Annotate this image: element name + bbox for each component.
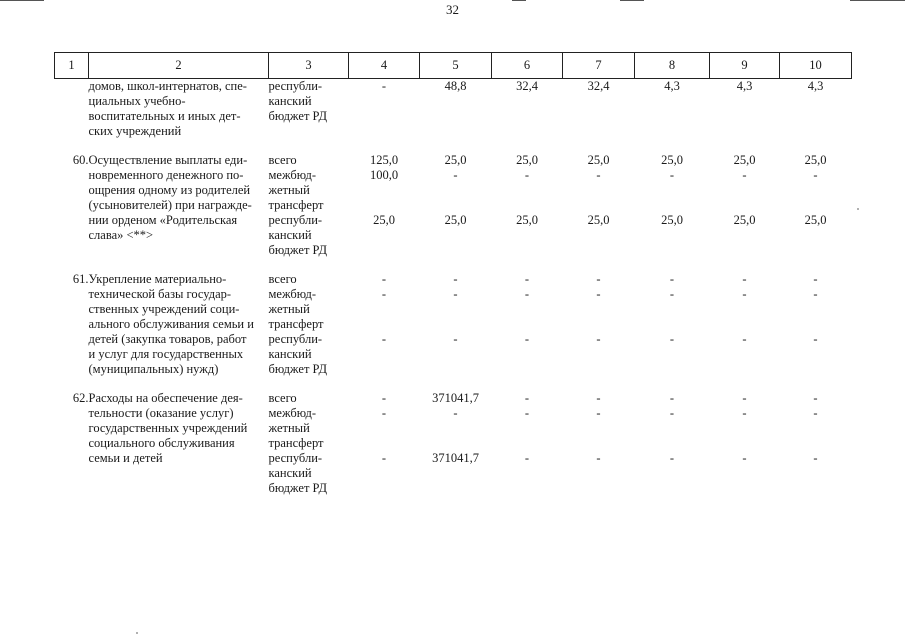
spacer-row — [55, 139, 852, 153]
scan-artifact — [850, 0, 905, 1]
value-cell: - — [742, 168, 747, 182]
value-cell: - — [742, 332, 747, 346]
value-cell: - — [596, 287, 601, 301]
value-cell: - — [381, 79, 387, 93]
value-cell: - — [596, 332, 601, 346]
value-cell: 32,4 — [516, 79, 538, 93]
row-description: Осуществление выплаты еди- новременного денежного по- ощрения одному из родителей (усыновителей) при награжде- нии орденом «Родительская слава» <**> — [88, 153, 252, 242]
table-row — [55, 272, 852, 287]
value-cell: 32,4 — [587, 79, 610, 93]
value-cell: 25,0 — [733, 153, 756, 167]
value-cell: - — [669, 391, 675, 405]
value-cell: - — [524, 287, 530, 301]
funding-source: республи- канский бюджет РД — [268, 213, 328, 257]
value-cell: - — [381, 272, 387, 286]
spacer-cell — [55, 258, 852, 272]
value-cell: - — [742, 287, 747, 301]
value-cell: 125,0 — [369, 153, 399, 167]
value-cell: 25,0 — [587, 153, 610, 167]
value-cell: - — [453, 287, 458, 301]
row-number — [55, 79, 89, 140]
value-cell: - — [524, 272, 530, 286]
table-row — [55, 153, 852, 168]
scan-artifact — [857, 208, 859, 210]
value-cell: - — [742, 272, 747, 286]
value-cell: - — [742, 451, 747, 465]
value-cell: 4,3 — [664, 79, 680, 93]
value-cell: 25,0 — [733, 213, 756, 227]
value-cell: - — [669, 272, 675, 286]
value-cell: - — [669, 451, 675, 465]
funding-source: всего — [268, 153, 297, 167]
value-cell: - — [813, 272, 818, 286]
value-cell: - — [742, 391, 747, 405]
value-cell: - — [813, 391, 818, 405]
value-cell: - — [524, 168, 530, 182]
value-cell: - — [453, 168, 458, 182]
value-cell: - — [381, 451, 387, 465]
row-description: Расходы на обеспечение дея- тельности (оказание услуг) государственных учреждений социального обслуживания семьи и детей — [88, 391, 248, 465]
spacer-row — [55, 258, 852, 272]
funding-source: республи- канский бюджет РД — [268, 79, 328, 123]
spacer-row — [55, 377, 852, 391]
column-header: 5 — [420, 53, 492, 79]
value-cell: - — [524, 332, 530, 346]
row-number: 61. — [72, 272, 89, 286]
row-number: 60. — [72, 153, 89, 167]
value-cell: 4,3 — [736, 79, 753, 93]
row-description: Укрепление материально- технической базы государ- ственных учреждений соци- ального обслуживания семьи и детей (закупка товаров, работ и услуг для государственных (муниципальных) нужд) — [88, 272, 254, 376]
value-cell: - — [742, 406, 747, 420]
table-row — [55, 391, 852, 406]
value-cell: 25,0 — [516, 153, 538, 167]
value-cell: 25,0 — [587, 213, 610, 227]
funding-source: межбюд- жетный трансферт — [268, 168, 324, 212]
spacer-cell — [55, 377, 852, 391]
value-cell: - — [813, 406, 818, 420]
value-cell: - — [669, 406, 675, 420]
value-cell: 25,0 — [516, 213, 538, 227]
value-cell: - — [596, 272, 601, 286]
column-header: 4 — [349, 53, 420, 79]
value-cell: - — [813, 332, 818, 346]
scan-artifact — [136, 632, 138, 634]
column-header: 8 — [635, 53, 710, 79]
scan-artifact — [620, 0, 644, 1]
column-header: 1 — [55, 53, 89, 79]
column-header: 2 — [89, 53, 269, 79]
value-cell: - — [381, 406, 387, 420]
value-cell: - — [813, 168, 818, 182]
funding-source: межбюд- жетный трансферт — [268, 287, 324, 331]
value-cell: 25,0 — [444, 153, 467, 167]
funding-source: межбюд- жетный трансферт — [268, 406, 324, 450]
value-cell: 48,8 — [444, 79, 467, 93]
value-cell: - — [381, 391, 387, 405]
value-cell: - — [453, 406, 458, 420]
value-cell: - — [813, 451, 818, 465]
row-number: 62. — [72, 391, 89, 405]
value-cell: - — [596, 168, 601, 182]
spacer-cell — [55, 139, 852, 153]
column-header: 3 — [269, 53, 349, 79]
value-cell: 25,0 — [804, 153, 827, 167]
value-cell: 371041,7 — [432, 451, 479, 465]
column-header: 6 — [492, 53, 563, 79]
value-cell: - — [813, 287, 818, 301]
funding-source: республи- канский бюджет РД — [268, 451, 328, 495]
value-cell: 4,3 — [807, 79, 824, 93]
table-body — [55, 79, 852, 497]
value-cell: 25,0 — [661, 153, 683, 167]
value-cell: - — [596, 391, 601, 405]
value-cell: - — [453, 272, 458, 286]
table-row — [55, 79, 852, 140]
value-cell: - — [669, 332, 675, 346]
column-header: 9 — [710, 53, 780, 79]
value-cell: - — [596, 406, 601, 420]
value-cell: 25,0 — [373, 213, 395, 227]
value-cell: - — [669, 287, 675, 301]
value-cell: - — [524, 391, 530, 405]
scan-artifact — [512, 0, 526, 1]
page-number: 32 — [446, 2, 459, 17]
value-cell: - — [524, 406, 530, 420]
column-header: 7 — [563, 53, 635, 79]
table-header-row — [55, 53, 852, 79]
value-cell: 371041,7 — [432, 391, 479, 405]
column-header: 10 — [780, 53, 852, 79]
value-cell: 25,0 — [804, 213, 827, 227]
funding-source: всего — [268, 391, 297, 405]
value-cell: - — [381, 332, 387, 346]
value-cell: - — [669, 168, 675, 182]
funding-source: всего — [268, 272, 297, 286]
funding-source: республи- канский бюджет РД — [268, 332, 328, 376]
row-description: домов, школ-интернатов, спе- циальных учебно- воспитательных и иных дет- ских учреждений — [88, 79, 247, 138]
value-cell: 100,0 — [369, 168, 399, 182]
value-cell: 25,0 — [661, 213, 683, 227]
scan-artifact — [0, 0, 44, 1]
value-cell: - — [596, 451, 601, 465]
value-cell: 25,0 — [444, 213, 467, 227]
budget-table — [54, 52, 852, 496]
value-cell: - — [453, 332, 458, 346]
value-cell: - — [524, 451, 530, 465]
value-cell: - — [381, 287, 387, 301]
